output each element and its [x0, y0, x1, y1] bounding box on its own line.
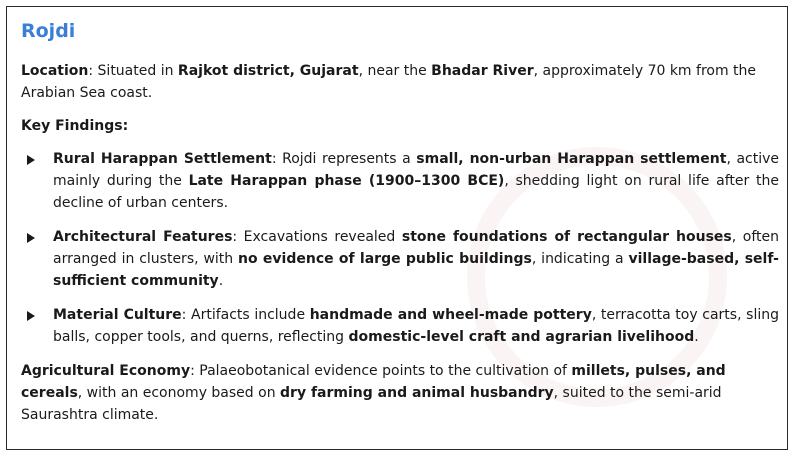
bullet-span: .	[218, 273, 224, 289]
location-text-3: , approximately 70 km from the Arabian Sea coast.	[21, 63, 757, 101]
agricultural-economy-paragraph	[21, 360, 779, 426]
bullet-span: , indicating a	[531, 251, 629, 267]
agri-farming: dry farming and animal husbandry	[280, 385, 554, 401]
bullet-text	[53, 304, 779, 348]
location-river: Bhadar River	[431, 63, 534, 79]
agri-text-2: , with an economy based on	[77, 385, 281, 401]
key-findings-heading: Key Findings:	[21, 118, 129, 134]
bullet-bold: village-based, self-sufficient community	[53, 251, 779, 289]
bullet-architectural-features	[21, 226, 779, 292]
bullet-bold: stone foundations of rectangular houses	[401, 229, 732, 245]
location-text-2: , near the	[358, 63, 432, 79]
chevron-right-icon	[27, 311, 35, 321]
location-label: Location	[21, 63, 89, 79]
chevron-right-icon	[27, 233, 35, 243]
bullet-bold: Late Harappan phase (1900–1300 BCE)	[188, 173, 505, 189]
bullet-text	[53, 148, 779, 214]
agri-text-1: : Palaeobotanical evidence points to the cultivation of	[190, 363, 572, 379]
agri-text-3: , suited to the semi-arid Saurashtra climate.	[21, 385, 722, 423]
bullet-span: , often arranged in clusters, with	[53, 229, 779, 267]
location-district: Rajkot district, Gujarat	[177, 63, 359, 79]
bullet-span: , terracotta toy carts, sling balls, copper tools, and querns, reflecting	[53, 307, 779, 345]
bullet-bold: domestic-level craft and agrarian livelihood	[348, 329, 695, 345]
bullet-material-culture	[21, 304, 779, 348]
agri-crops: millets, pulses, and cereals	[21, 363, 726, 401]
bullet-rural-settlement	[21, 148, 779, 214]
bullet-bold: no evidence of large public buildings	[238, 251, 532, 267]
bullet-label: Rural Harappan Settlement	[53, 151, 272, 167]
bullet-span: : Excavations revealed	[232, 229, 402, 245]
bullet-text	[53, 226, 779, 292]
location-text-1: : Situated in	[88, 63, 178, 79]
content-box	[6, 6, 788, 450]
agri-label: Agricultural Economy	[21, 363, 191, 379]
bullet-label: Material Culture	[53, 307, 182, 323]
chevron-right-icon	[27, 155, 35, 165]
bullet-span: : Rojdi represents a	[271, 151, 417, 167]
content-inner	[21, 19, 779, 426]
bullet-bold: handmade and wheel-made pottery	[309, 307, 592, 323]
bullet-span: .	[694, 329, 699, 345]
bullet-span: : Artifacts include	[181, 307, 310, 323]
location-paragraph	[21, 60, 779, 104]
bullet-bold: small, non-urban Harappan settlement	[416, 151, 727, 167]
bullet-span: , active mainly during the	[53, 151, 780, 189]
section-title: Rojdi	[21, 20, 76, 42]
bullet-label: Architectural Features	[53, 229, 233, 245]
bullet-span: , shedding light on rural life after the decline of urban centers.	[53, 173, 779, 211]
